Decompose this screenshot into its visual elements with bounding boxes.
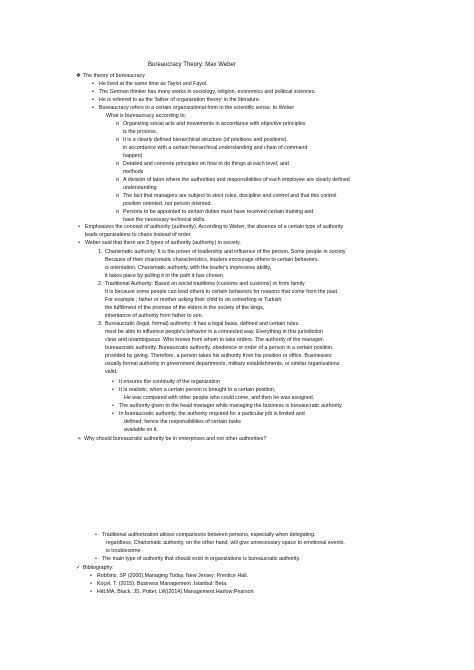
answer-bullet: • The main type of authority that should exist in organizations is bureaucratic authority. xyxy=(95,556,301,562)
intro-bullet: • The German thinker has many works in sociology, religion, economics and political sciences. xyxy=(92,89,316,95)
according-line: What is bureaucracy according to; xyxy=(106,113,187,119)
answer-bullet-continuation: is troublesome. xyxy=(106,548,142,554)
circle-bullet-icon: o xyxy=(116,193,119,199)
bibliography-heading: ✓ Bibliography: xyxy=(76,565,114,571)
bullet-icon: • xyxy=(112,403,114,409)
sub-item: o Detailed and concrete principles on how to do things at each level, and xyxy=(116,161,289,167)
diamond-bullet-icon: ❖ xyxy=(76,73,81,79)
authority-line: Because of their charismatic characteristics, leaders encourage others to certain behaviors. xyxy=(105,257,320,263)
authority-number: 1. xyxy=(98,249,103,255)
circle-bullet-icon: o xyxy=(116,177,119,183)
answer-bullet: • Traditional authorization allows comparisons between persons, especially when delegating. xyxy=(95,532,316,538)
bureaucratic-bullet: • In bureaucratic authority, the authority required for a particular job is limited and xyxy=(112,411,305,417)
bullet-icon: • xyxy=(92,89,94,95)
bureaucratic-bullet-continuation: available on it. xyxy=(124,427,158,433)
authority-line: the fulfillment of the promise of the elders in the society of the kings, xyxy=(105,305,265,311)
question-line: ➢ Why should bureaucratic authority be in enterprises and not other authorities? xyxy=(77,436,267,442)
authority-line: inheritance of authority from father to son. xyxy=(105,313,204,319)
sub-item-continuation: in accordance with a certain hierarchical understanding and chain of command xyxy=(123,145,308,151)
bullet-icon: • xyxy=(112,379,114,385)
authority-line: must be able to influence people's behavior in a connected way. Everything in this jurisdiction xyxy=(105,329,323,335)
bureaucratic-bullet-continuation: defined; hence the responsibilities of certain tasks xyxy=(124,419,241,425)
concept-bullet-continuation: leads organizations to chaos instead of order. xyxy=(85,232,192,238)
bullet-icon: • xyxy=(90,581,92,587)
sub-item-continuation: have the necessary technical skills. xyxy=(123,217,206,223)
sub-item: o It is a clearly defined hierarchical structure (of positions and positions). xyxy=(116,137,288,143)
sub-item-continuation: is the process. xyxy=(123,129,158,135)
authority-item: 1. Charismatic authority: It is the power of leadership and influence of the person. Some people in society xyxy=(98,249,346,255)
authority-line: it takes place by pulling it to the path it has chosen. xyxy=(105,273,225,279)
reference-item: • Robbins, SP (2000).Managing Today. New Jersey: Prentice Hall. xyxy=(90,573,249,579)
bullet-icon: • xyxy=(112,387,114,393)
circle-bullet-icon: o xyxy=(116,161,119,167)
circle-bullet-icon: o xyxy=(116,137,119,143)
arrow-bullet-icon: ➢ xyxy=(77,436,82,442)
reference-item: • Koçel, T. (2015). Business Management .Istanbul: Beta. xyxy=(90,581,228,587)
authority-line: bureaucratic authority. Bureaucratic authority, obedience or order of a person in a certain position. xyxy=(105,345,334,351)
bureaucratic-bullet-continuation: He was compared with other people who could come, and then he was assigned. xyxy=(124,395,315,401)
circle-bullet-icon: o xyxy=(116,209,119,215)
authority-line: is orientation. Charismatic authority, with the leader's impressive ability, xyxy=(105,265,272,271)
bullet-icon: • xyxy=(112,411,114,417)
bureaucratic-bullet: • It ensures the continuity of the organization xyxy=(112,379,220,385)
authority-line: clear and unambiguous. Who knows from whom to take orders. The authority of the manager, xyxy=(105,337,324,343)
authority-line: It is because some people can lead others to certain behaviors for reasons that come from the past. xyxy=(105,289,339,295)
document-title: Bureaucracy Theory: Max Weber xyxy=(148,62,236,68)
bullet-icon: • xyxy=(92,105,94,111)
authority-line: For example ; father or mother asking their child to do something or Turkish xyxy=(105,297,282,303)
sub-item: o A division of labor where the authorities and responsibilities of each employee are clearly defined xyxy=(116,177,350,183)
check-icon: ✓ xyxy=(76,565,81,571)
authority-number: 2. xyxy=(98,281,103,287)
authority-item: 2. Traditional Authority: Based on social traditions (customs and customs) or from family xyxy=(98,281,305,287)
authority-line: valid. xyxy=(105,369,118,375)
intro-bullet: • He lived at the same time as Taylor and Fayol. xyxy=(92,81,208,87)
bullet-icon: • xyxy=(92,97,94,103)
intro-bullet: • He is referred to as the 'father of organization theory' in the literature. xyxy=(92,97,261,103)
authority-item: 3. Bureaucratic (legal, formal) authority: It has a legal basis, defined and certain rules. xyxy=(98,321,300,327)
bureaucratic-bullet: • It is realistic, when a certain person is brought to a certain position, xyxy=(112,387,276,393)
sub-item: o Organizing social acts and movements in accordance with objective principles xyxy=(116,121,306,127)
sub-item-continuation: happen) xyxy=(123,153,143,159)
concept-bullet: • Emphasizes the concept of authority (authority). According to Weber, the absence of a certain type of authority xyxy=(78,224,344,230)
bullet-icon: • xyxy=(95,532,97,538)
sub-item: o Persons to be appointed to certain duties must have received certain training and xyxy=(116,209,314,215)
bullet-icon: • xyxy=(90,589,92,595)
intro-bullet: • Bureaucracy refers to a certain organizational form in the scientific sense. to Weber xyxy=(92,105,295,111)
authority-line: provided by giving. Therefore, a person takes his authority from his position or office. Businesses xyxy=(105,353,332,359)
sub-item-continuation: understanding xyxy=(123,185,157,191)
circle-bullet-icon: o xyxy=(116,121,119,127)
bureaucratic-bullet: • The authority given to the head manager while managing the business is bureaucratic authority. xyxy=(112,403,343,409)
answer-bullet-continuation: regardless; Charismatic authority, on the other hand, will give unnecessary space to emotional events. xyxy=(106,540,345,546)
sub-item-continuation: methods xyxy=(123,169,144,175)
bullet-icon: • xyxy=(78,240,80,246)
authority-line: usually formal authority in government departments, military establishments, or similar organizations xyxy=(105,361,340,367)
bullet-icon: • xyxy=(90,573,92,579)
bullet-icon: • xyxy=(92,81,94,87)
concept-bullet: • Weber said that there are 3 types of authority (authority) in society. xyxy=(78,240,241,246)
section-heading: ❖ The theory of bureaucracy xyxy=(76,73,145,79)
authority-number: 3. xyxy=(98,321,103,327)
bullet-icon: • xyxy=(95,556,97,562)
bullet-icon: • xyxy=(78,224,80,230)
reference-item: • Hitt,MA, Black, JS, Potter, LW(2014).Management.Harlow:Pearson xyxy=(90,589,254,595)
sub-item-continuation: position oriented, not person oriented. xyxy=(123,201,212,207)
sub-item: o The fact that managers are subject to strict rules, discipline and control and that this control xyxy=(116,193,337,199)
